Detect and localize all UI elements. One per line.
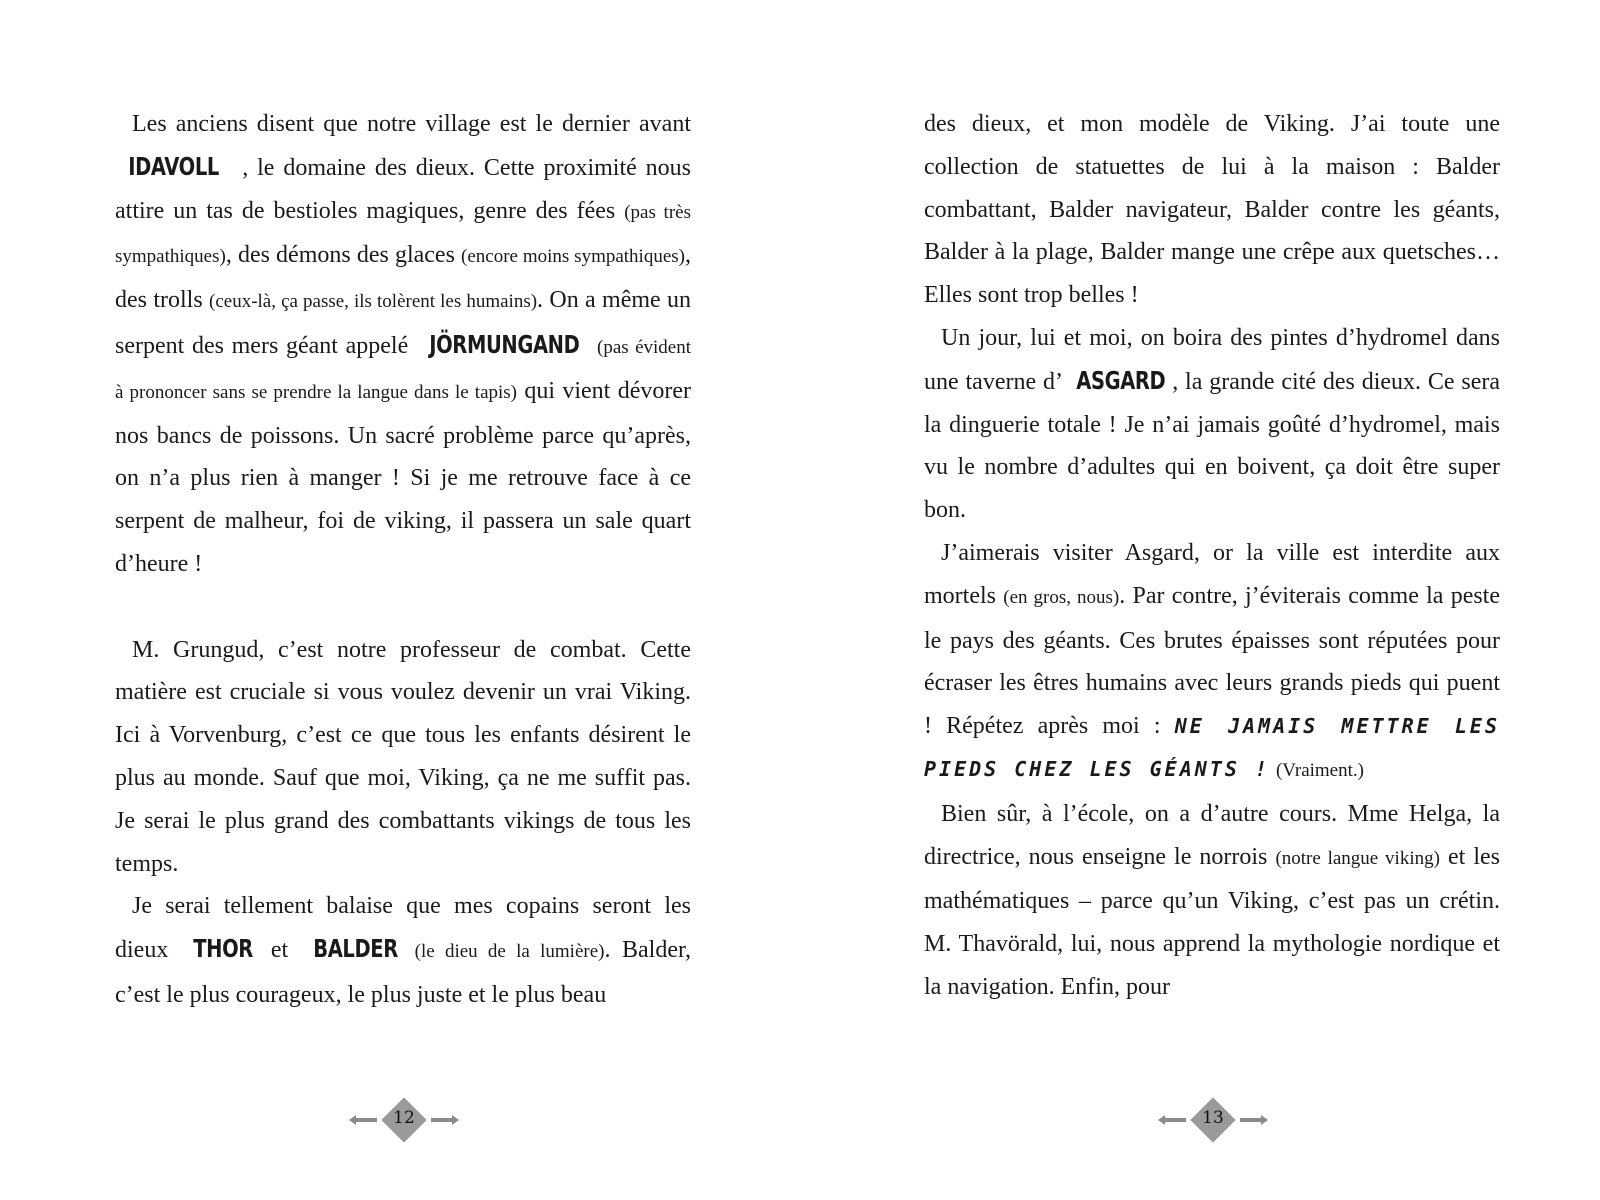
left-paragraph-3: Je serai tellement balaise que mes copains seront les dieux THOR et BALDER (le dieu de la lumière). Balder, c’est le plus courageux, le plus juste et le plus beau <box>115 893 691 1008</box>
left-paragraph-2: M. Grungud, c’est notre professeur de combat. Cette matière est cruciale si vous voulez devenir un vrai Viking. Ici à Vorvenburg, c’est ce que tous les enfants désirent le plus au monde. Sauf que moi, Viking, ça ne me suffit pas. Je serai le plus grand des combattants vikings de tous les temps. <box>115 636 691 877</box>
name-balder: BALDER <box>312 934 398 964</box>
name-idavoll: IDAVOLL <box>128 151 219 181</box>
right-paragraph-1: des dieux, et mon modèle de Viking. J’ai toute une collection de statuettes de lui à la maison : Balder combattant, Balder navigateur, Balder contre les géants, Balder à la plage, Balder mange une crêpe aux quetsches… Elles sont trop belles ! <box>924 111 1500 309</box>
right-paragraph-2: Un jour, lui et moi, on boira des pintes d’hydromel dans une taverne d’ ASGARD , la grande cité des dieux. Ce sera la dinguerie totale ! Je n’ai jamais goûté d’hydromel, mais vu le nombre d’adultes qui en boivent, ça doit être super bon. <box>924 324 1501 524</box>
page-number-label: 12 <box>393 1108 415 1128</box>
paragraph-gap <box>115 586 691 629</box>
left-paragraph-1: Les anciens disent que notre village est le dernier avant IDAVOLL , le domaine des dieux. Cette proximité nous attire un tas de bestioles magiques, genre des fées (pas très sympathiques), des démons des glaces (encore moins sympathiques), des trolls (ceux-là, ça passe, ils tolèrent les humains). On a même un serpent des mers géant appelé JÖRMUNGAND (pas évident à prononcer sans se prendre la langue dans le tapis) qui vient dévorer nos bancs de poissons. Un sacré problème parce qu’après, on n’a plus rien à manger ! Si je me retrouve face à ce serpent de malheur, foi de viking, il passera un sale quart d’heure ! <box>115 111 692 577</box>
page-number-left <box>349 1098 459 1142</box>
right-paragraph-3: J’aimerais visiter Asgard, or la ville est interdite aux mortels (en gros, nous). Par contre, j’éviterais comme la peste le pays des géants. Ces brutes épaisses sont réputées pour écraser les êtres humains avec leurs grands pieds qui puent ! Répétez après moi : NE JAMAIS METTRE LES PIEDS CHEZ LES GÉANTS ! (Vraiment.) <box>924 539 1501 781</box>
page-number-right <box>1158 1098 1268 1142</box>
name-asgard: ASGARD <box>1076 365 1166 395</box>
right-paragraph-4: Bien sûr, à l’école, on a d’autre cours. Mme Helga, la directrice, nous enseigne le norrois (notre langue viking) et les mathématiques – parce qu’un Viking, c’est pas un crétin. M. Thavörald, lui, nous apprend la mythologie nordique et la navigation. Enfin, pour <box>924 800 1500 1000</box>
left-page <box>115 103 691 1017</box>
handwritten-warning: NE JAMAIS METTRE LES PIEDS CHEZ LES GÉANTS ! <box>924 714 1500 781</box>
name-jormungand: JÖRMUNGAND <box>429 329 580 359</box>
page-number-label: 13 <box>1202 1108 1224 1128</box>
right-page <box>924 103 1500 1009</box>
name-thor: THOR <box>193 934 253 964</box>
